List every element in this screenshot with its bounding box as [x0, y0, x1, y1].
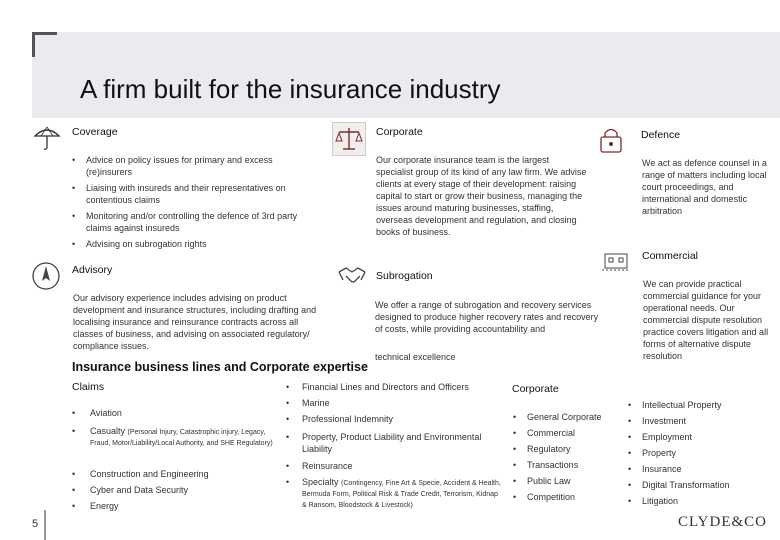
page-title: A firm built for the insurance industry — [80, 74, 501, 104]
list-item: • Energy — [72, 501, 119, 511]
list-item: • Cyber and Data Security — [72, 485, 189, 495]
coverage-item: • Liaising with insureds and their representatives on contentious claims — [72, 182, 317, 206]
page-number: 5 — [32, 518, 39, 530]
right-list — [628, 400, 776, 512]
list-item: • Specialty (Contingency, Fine Art & Specie, Accident & Health, Bermuda Form, Political Risk & Trade Credit, Terrorism, Kidnap & Ransom, Bloodstock & Livestock) — [286, 477, 501, 509]
coverage-item: • Advising on subrogation rights — [72, 238, 317, 250]
list-item: • Public Law — [513, 476, 571, 486]
page-divider — [44, 510, 46, 540]
list-item: • Reinsurance — [286, 461, 353, 471]
corporate-text: Our corporate insurance team is the largest specialist group of its kind of any law firm. We advise clients at every stage of their development: raising capital to start or grow their business, managing the issues around maturing businesses, staffing, overseas development and regulation, and closing books of business. — [376, 155, 587, 237]
coverage-item: • Monitoring and/or controlling the defence of 3rd party claims against insureds — [72, 210, 317, 234]
clyde-co-logo: CLYDE&CO — [678, 514, 767, 530]
list-item: • Investment — [628, 416, 687, 426]
commercial-heading: Commercial — [642, 250, 699, 262]
defence-heading: Defence — [641, 129, 681, 141]
corporate-list — [513, 412, 619, 508]
list-item: • Regulatory — [513, 444, 571, 454]
subrogation-text: We offer a range of subrogation and recovery services designed to produce higher recovery rates and recovery of costs, while providing accountability and — [375, 300, 599, 334]
commercial-text: We can provide practical commercial guidance for your operational needs. Our commercial dispute resolution practice covers litigation and all forms of alternative dispute resolution — [643, 279, 769, 361]
list-item: • Intellectual Property — [628, 400, 722, 410]
corporate-expertise-heading: Corporate — [512, 383, 559, 395]
umbrella-icon — [32, 122, 62, 157]
scales-icon — [332, 122, 366, 161]
corporate-heading: Corporate — [376, 126, 423, 138]
list-item: • Financial Lines and Directors and Officers — [286, 382, 469, 392]
subrogation-heading: Subrogation — [376, 270, 433, 282]
claims-heading: Claims — [72, 381, 105, 393]
list-item: • Transactions — [513, 460, 579, 470]
list-item: • Digital Transformation — [628, 480, 730, 490]
section-title: Insurance business lines and Corporate expertise — [72, 360, 368, 374]
subrogation-text-cont: technical excellence — [375, 352, 456, 362]
list-item: • General Corporate — [513, 412, 602, 422]
coverage-heading: Coverage — [72, 126, 118, 138]
list-item: • Commercial — [513, 428, 576, 438]
building-icon — [601, 246, 631, 277]
lock-icon — [598, 126, 624, 159]
coverage-item: • Advice on policy issues for primary and excess (re)insurers — [72, 154, 317, 178]
list-item: • Litigation — [628, 496, 679, 506]
list-item: • Employment — [628, 432, 693, 442]
list-item: • Casualty (Personal Injury, Catastrophic injury, Legacy, Fraud, Motor/Liability/Local Authority, and SHE Regulatory) — [72, 426, 273, 447]
advisory-heading: Advisory — [72, 264, 113, 276]
compass-icon — [31, 261, 61, 296]
list-item: • Aviation — [72, 408, 122, 418]
list-item: • Property — [628, 448, 677, 458]
handshake-icon — [337, 262, 367, 295]
list-item: • Construction and Engineering — [72, 469, 209, 479]
list-item: • Competition — [513, 492, 576, 502]
claims-list — [72, 408, 282, 515]
middle-list — [286, 382, 502, 510]
corner-bracket — [32, 32, 57, 57]
list-item: • Insurance — [628, 464, 682, 474]
list-item: • Professional Indemnity — [286, 414, 394, 424]
advisory-text: Our advisory experience includes advising on product development and insurance structures, including drafting and localising insurance and reinsurance contracts across all classes of business, and advising on associated regulatory/ compliance issues. — [73, 293, 317, 351]
defence-text: We act as defence counsel in a range of matters including local court proceedings, and international and domestic arbitration — [642, 158, 767, 216]
list-item: • Marine — [286, 398, 330, 408]
coverage-list — [72, 154, 317, 250]
list-item: • Property, Product Liability and Environmental Liability — [286, 432, 482, 454]
